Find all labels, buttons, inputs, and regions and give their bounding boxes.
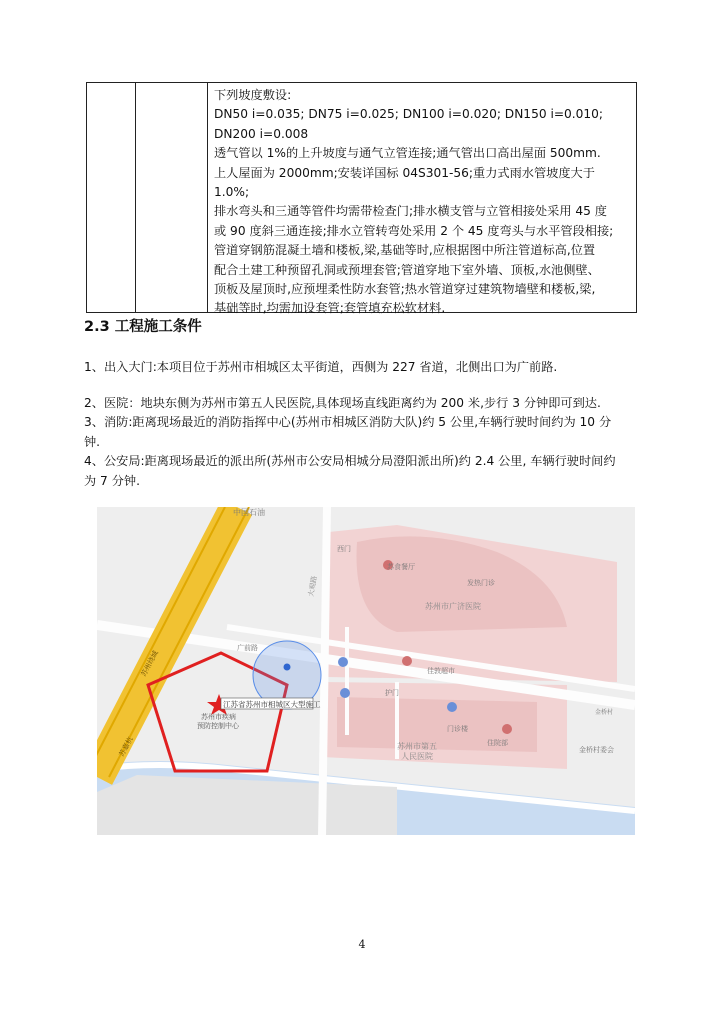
label-fifth-hospital-2: 人民医院 xyxy=(401,752,433,761)
label-inpatient: 住院部 xyxy=(487,739,508,747)
item-fire: 3、消防:距离现场最近的消防指挥中心(苏州市相城区消防大队)约 5 公里,车辆行驶时间约为 10 分 钟. xyxy=(84,415,612,449)
item-gate: 1、出入大门:本项目位于苏州市相城区太平街道，西侧为 227 省道，北侧出口为广前路. xyxy=(84,360,558,374)
dajiao-road xyxy=(322,507,327,835)
item-hospital: 2、医院：地块东侧为苏州市第五人民医院,具体现场直线距离约为 200 米,步行 3 分钟即可到达. xyxy=(84,396,601,410)
label-fever-clinic: 发热门诊 xyxy=(467,579,495,587)
label-highway: 苏嘉杭 xyxy=(117,735,135,758)
table-col-3 xyxy=(214,86,634,319)
label-guard-gate: 护门 xyxy=(385,689,399,697)
table-line: 透气管以 1%的上升坡度与通气立管连接;通气管出口高出屋面 500mm. xyxy=(214,146,601,161)
bus-icon xyxy=(338,657,348,667)
label-guangqian-road: 广前路 xyxy=(237,644,258,652)
label-supermarket: 佳敦超市 xyxy=(427,667,455,675)
table-line: DN200 i=0.008 xyxy=(214,126,309,141)
location-dot xyxy=(284,664,291,671)
table-line: 1.0%; xyxy=(214,185,250,200)
label-outpatient: 门诊楼 xyxy=(447,725,468,733)
table-line: 配合土建工种预留孔洞或预埋套管;管道穿地下室外墙、顶板,水池侧壁、 xyxy=(214,262,600,277)
spec-table xyxy=(86,82,637,316)
table-line: 顶板及屋顶时,应预埋柔性防水套管;热水管道穿过建筑物墙壁和楼板,梁, xyxy=(214,282,596,297)
shop-icon xyxy=(402,656,412,666)
table-line: 排水弯头和三通等管件均需带检查门;排水横支管与立管相接处采用 45 度 xyxy=(214,204,607,219)
table-line: 基础等时,均需加设套管;套管填充松软材料. xyxy=(214,301,446,316)
food-icon xyxy=(502,724,512,734)
label-dajiao-road: 大观路 xyxy=(307,575,319,598)
table-line: 或 90 度斜三通连接;排水立管转弯处采用 2 个 45 度弯头与水平管段相接; xyxy=(214,223,614,238)
site-map xyxy=(97,507,635,835)
site-name-label: 江苏省苏州市相城区大型施工 xyxy=(223,700,321,709)
section-heading: 2.3 工程施工条件 xyxy=(84,319,202,335)
label-petrochina: 中国石油 xyxy=(233,508,265,517)
parking-icon-2 xyxy=(447,702,457,712)
table-line: 上人屋面为 2000mm;安装详国标 04S301-56;重力式雨水管坡度大于 xyxy=(214,165,595,180)
table-col-2 xyxy=(136,83,208,312)
label-cdc: 苏州市疾病 xyxy=(201,713,236,721)
table-line: DN50 i=0.035; DN75 i=0.025; DN100 i=0.020; DN150 i=0.010; xyxy=(214,107,604,122)
label-guangji-hospital: 苏州市广济医院 xyxy=(425,602,481,611)
parking-icon xyxy=(340,688,350,698)
label-ring-road: 苏州绕城 xyxy=(139,649,160,678)
label-west-gate: 西门 xyxy=(337,545,351,553)
label-village: 金桥村委会 xyxy=(579,746,614,754)
label-fifth-hospital: 苏州市第五 xyxy=(397,742,437,751)
label-canteen: 苏食餐厅 xyxy=(387,563,415,571)
label-village-2: 金桥村 xyxy=(595,709,614,716)
table-line: 下列坡度敷设: xyxy=(214,88,292,102)
table-col-1 xyxy=(87,83,136,312)
label-cdc-2: 预防控制中心 xyxy=(197,722,239,730)
item-police: 4、公安局:距离现场最近的派出所(苏州市公安局相城分局澄阳派出所)约 2.4 公里, 车辆行驶时间约 为 7 分钟. xyxy=(84,454,616,488)
table-line: 管道穿钢筋混凝土墙和楼板,梁,基础等时,应根据图中所注管道标高,位置 xyxy=(214,243,596,258)
page-number: 4 xyxy=(358,938,366,951)
